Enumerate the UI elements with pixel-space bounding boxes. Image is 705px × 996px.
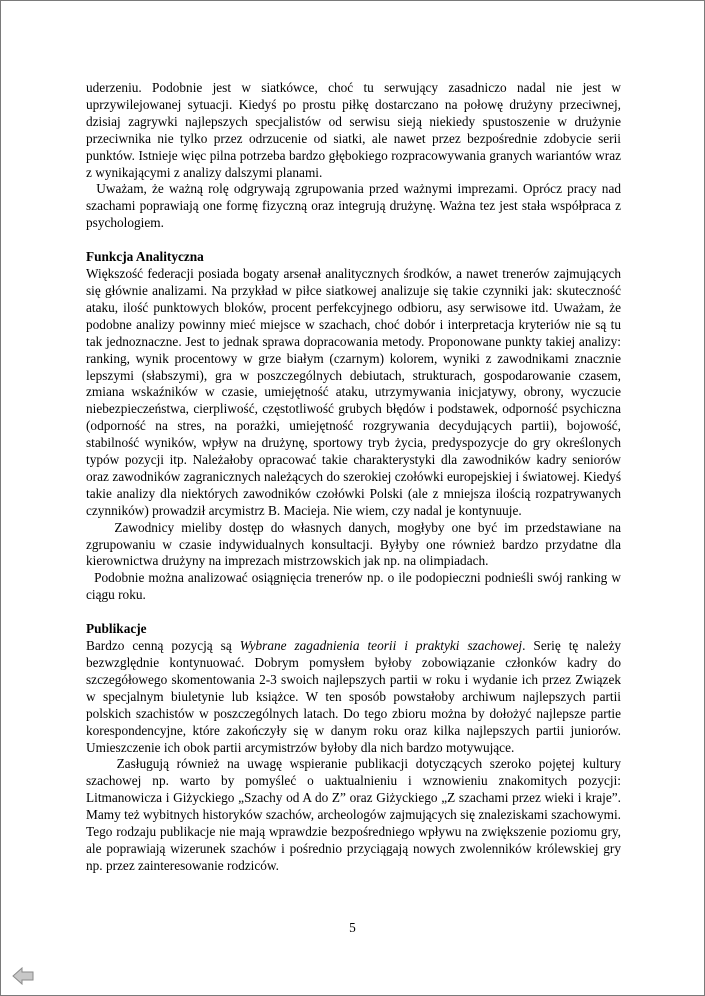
spacer [86, 232, 621, 249]
text-run: . Serię tę należy bezwzględnie kontynuować. Dobrym pomysłem byłoby zobowiązanie członków kadry do szczegółowego skomentowania 2-3 swoich najlepszych partii w roku i wydanie ich przez Związek w specjalnym biuletynie lub książce. W ten sposób powstałoby archiwum najlepszych partii polskich szachistów w poszczególnych latach. Do tego zbioru można by dołożyć najlepsze partie korespondencyjne, które zakończyły się w danym roku oraz kilka najlepszych partii juniorów. Umieszczenie ich obok partii arcymistrzów byłoby dla nich bardzo motywujące. [86, 638, 621, 755]
paragraph: Większość federacji posiada bogaty arsenał analitycznych środków, a nawet trenerów zajmujących się głównie analizami. Na przykład w piłce siatkowej analizuje się takie czynniki jak: skuteczność ataku, ilość punktowych bloków, procent perfekcyjnego odbioru, asy serwisowe itd. Uważam, że podobne analizy powinny mieć miejsce w szachach, choć dobór i interpretacja kryteriów nie są tu tak jednoznaczne. Jest to jednak sprawa dopracowania metody. Proponowane punkty takiej analizy: ranking, wynik procentowy w grze białym (czarnym) kolorem, wyniki z zawodnikami znacznie lepszymi (słabszymi), gra w poszczególnych debiutach, strukturach, gospodarowanie czasem, zmiana wskaźników w czasie, umiejętność ataku, utrzymywania inicjatywy, obrony, wyczucie niebezpieczeństwa, cierpliwość, częstotliwość grubych błędów i podstawek, odporność psychiczna (odporność na stres, na porażki, umiejętność rozgrywania decydujących partii), bojowość, stabilność wyników, wpływ na drużynę, sportowy tryb życia, predyspozycje do gry określonych typów pozycji itp. Należałoby opracować takie charakterystyki dla zawodników kadry seniorów oraz zawodników zagranicznych należących do szerokiej czołówki europejskiej i światowej. Kiedyś takie analizy dla niektórych zawodników czołówki Polski (ale z mniejsza ilością rozpatrywanych czynników) prowadził arcymistrz B. Macieja. Nie wiem, czy nadal je kontynuuje. [86, 266, 621, 518]
document-body [86, 80, 625, 875]
text-run: Bardzo cenną pozycją są [86, 638, 240, 654]
page-number: 5 [349, 920, 356, 935]
paragraph: Uważam, że ważną rolę odgrywają zgrupowania przed ważnymi imprezami. Oprócz pracy nad szachami poprawiają one formę fizyczną oraz integrują drużynę. Ważna tez jest stała współpraca z psychologiem. [86, 181, 625, 231]
back-arrow-icon[interactable] [12, 967, 34, 985]
spacer [86, 604, 621, 621]
back-arrow-icon-graphic [12, 967, 34, 985]
paragraph: Podobnie można analizować osiągnięcia trenerów np. o ile podopieczni podnieśli swój ranking w ciągu roku. [86, 570, 625, 603]
paragraph: Zasługują również na uwagę wspieranie publikacji dotyczących szeroko pojętej kultury szachowej np. warto by pomyśleć o uaktualnieniu i wznowieniu znakomitych pozycji: Litmanowicza i Giżyckiego „Szachy od A do Z” oraz Giżyckiego „Z szachami przez wieki i kraje”. Mamy też wybitnych historyków szachów, archeologów zajmujących się znaleziskami szachowymi. Tego rodzaju publikacje nie mają wprawdzie bezpośredniego wpływu na zwiększenie poziomu gry, ale poprawiają wizerunek szachów i pośrednio przyciągają nowych zwolenników królewskiej gry np. przez zainteresowanie rodziców. [86, 756, 625, 873]
section-heading-publications: Publikacje [86, 621, 147, 637]
paragraph [86, 638, 621, 756]
book-title: Wybrane zagadnienia teorii i praktyki szachowej [239, 638, 523, 654]
paragraph: uderzeniu. Podobnie jest w siatkówce, choć tu serwujący zasadniczo nadal nie jest w uprzywilejowanej sytuacji. Kiedyś po prostu piłkę dostarczano na połowę drużyny przeciwnej, dzisiaj zagrywki najlepszych specjalistów od serwisu sieją niekiedy spustoszenie w drużynie przeciwnika nie tylko przez odrzucenie od siatki, ale nawet przez bezpośrednie zdobycie serii punktów. Istnieje więc pilna potrzeba bardzo głębokiego rozpracowywania granych wariantów wraz z wynikającymi z analizy dalszymi planami. [86, 80, 625, 180]
section-heading-analytic: Funkcja Analityczna [86, 249, 204, 265]
paragraph: Zawodnicy mieliby dostęp do własnych danych, mogłyby one być im przedstawiane na zgrupowaniu w czasie indywidualnych konsultacji. Byłyby one również bardzo przydatne dla kierownictwa drużyny na imprezach mistrzowskich jak np. na olimpiadach. [86, 519, 625, 569]
